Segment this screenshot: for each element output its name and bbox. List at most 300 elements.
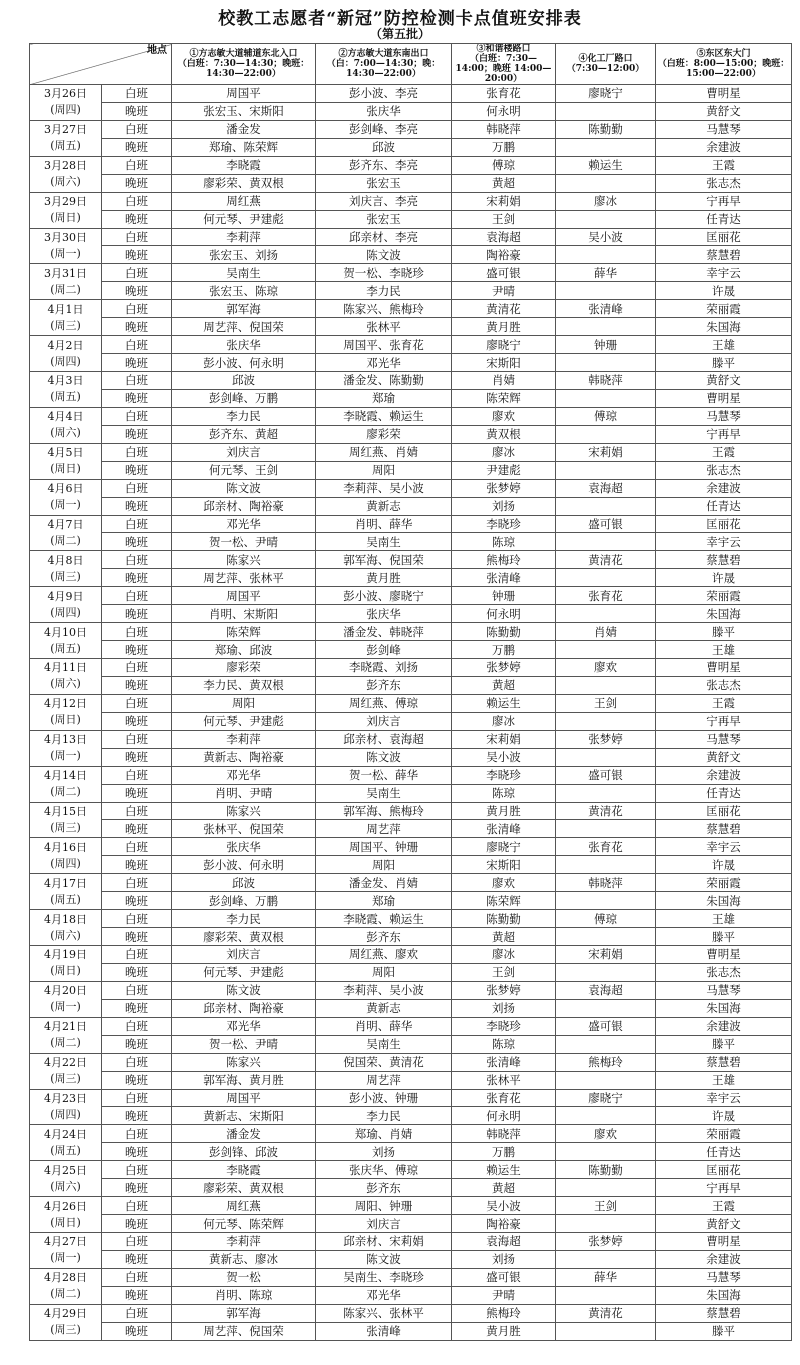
weekday-label: (周三) [50, 820, 81, 834]
weekday-label: (周六) [50, 426, 81, 440]
day-shift-row [30, 910, 792, 928]
weekday-label: (周一) [50, 749, 81, 763]
location-5-cell: 荣丽霞 [656, 1125, 792, 1143]
night-shift-row [30, 928, 792, 946]
night-shift-row [30, 533, 792, 551]
location-4-cell: 傅琼 [556, 910, 656, 928]
weekday-label: (周六) [50, 928, 81, 942]
night-shift-row [30, 318, 792, 336]
location-1-cell: 廖彩荣、黄双根 [172, 928, 316, 946]
date-cell [30, 479, 102, 515]
night-shift-row [30, 102, 792, 120]
weekday-label: (周六) [50, 1179, 81, 1193]
shift-label: 晚班 [102, 820, 172, 838]
shift-label: 白班 [102, 981, 172, 999]
location-hours: （白班：8:00—15:00；晚班：15:00—22:00） [657, 59, 790, 79]
day-shift-row [30, 515, 792, 533]
location-1-cell: 肖明、尹晴 [172, 784, 316, 802]
location-3-cell: 陈琼 [452, 784, 556, 802]
location-5-cell: 滕平 [656, 1322, 792, 1340]
location-1-cell: 邱波 [172, 874, 316, 892]
location-3-cell: 陈勤勤 [452, 910, 556, 928]
location-1-cell: 吴南生 [172, 264, 316, 282]
location-4-cell: 赖运生 [556, 156, 656, 174]
location-1-cell: 刘庆言 [172, 946, 316, 964]
location-4-cell [556, 138, 656, 156]
location-name: ③和谐楼路口 [476, 44, 531, 54]
location-5-cell: 许晟 [656, 282, 792, 300]
location-2-cell: 郭军海、倪国荣 [316, 551, 452, 569]
shift-label: 白班 [102, 407, 172, 425]
weekday-label: (周四) [50, 103, 81, 117]
location-5-cell: 余建波 [656, 479, 792, 497]
shift-label: 晚班 [102, 892, 172, 910]
location-4-cell [556, 318, 656, 336]
location-1-cell: 周国平 [172, 85, 316, 103]
location-2-cell: 彭齐东、李亮 [316, 156, 452, 174]
date-cell [30, 981, 102, 1017]
day-shift-row [30, 300, 792, 318]
location-2-cell: 彭小波、钟珊 [316, 1089, 452, 1107]
location-1-cell: 陈家兴 [172, 1053, 316, 1071]
location-1-cell: 张宏玉、陈琼 [172, 282, 316, 300]
shift-label: 晚班 [102, 174, 172, 192]
location-1-cell: 黄新志、陶裕豪 [172, 748, 316, 766]
location-5-cell: 曹明星 [656, 946, 792, 964]
location-2-cell: 邱亲材、袁海超 [316, 730, 452, 748]
location-2-cell: 吴南生、李晓珍 [316, 1268, 452, 1286]
location-4-cell [556, 1250, 656, 1268]
header-location-2 [316, 44, 452, 85]
date-label: 4月2日 [47, 338, 84, 352]
shift-label: 晚班 [102, 318, 172, 336]
location-5-cell: 荣丽霞 [656, 300, 792, 318]
location-2-cell: 张清峰 [316, 1322, 452, 1340]
date-label: 4月18日 [44, 912, 87, 926]
location-2-cell: 彭齐东 [316, 676, 452, 694]
location-1-cell: 肖明、陈琼 [172, 1286, 316, 1304]
weekday-label: (周三) [50, 318, 81, 332]
location-4-cell: 黄清花 [556, 802, 656, 820]
location-4-cell: 盛可银 [556, 515, 656, 533]
location-4-cell: 黄清花 [556, 1304, 656, 1322]
shift-label: 白班 [102, 479, 172, 497]
night-shift-row [30, 1143, 792, 1161]
location-1-cell: 黄新志、廖冰 [172, 1250, 316, 1268]
weekday-label: (周五) [50, 390, 81, 404]
location-4-cell [556, 246, 656, 264]
location-2-cell: 吴南生 [316, 784, 452, 802]
location-1-cell: 廖彩荣、黄双根 [172, 1179, 316, 1197]
location-1-cell: 张庆华 [172, 336, 316, 354]
date-cell [30, 551, 102, 587]
location-4-cell: 廖欢 [556, 659, 656, 677]
weekday-label: (周五) [50, 641, 81, 655]
shift-label: 晚班 [102, 246, 172, 264]
location-3-cell: 熊梅玲 [452, 551, 556, 569]
location-2-cell: 周艺萍 [316, 1071, 452, 1089]
location-5-cell: 幸宇云 [656, 264, 792, 282]
location-hours: （白：7:00—14:30；晚：14:30—22:00） [326, 59, 441, 79]
location-5-cell: 幸宇云 [656, 533, 792, 551]
location-3-cell: 万鹏 [452, 1143, 556, 1161]
location-2-cell: 周阳 [316, 963, 452, 981]
location-4-cell: 傅琼 [556, 407, 656, 425]
location-5-cell: 朱国海 [656, 1286, 792, 1304]
location-5-cell: 蔡慧碧 [656, 551, 792, 569]
date-cell [30, 1197, 102, 1233]
shift-label: 晚班 [102, 497, 172, 515]
location-4-cell: 盛可银 [556, 766, 656, 784]
shift-label: 白班 [102, 1017, 172, 1035]
weekday-label: (周二) [50, 1036, 81, 1050]
location-3-cell: 吴小波 [452, 1197, 556, 1215]
header-row [30, 44, 792, 85]
location-3-cell: 赖运生 [452, 694, 556, 712]
location-5-cell: 幸宇云 [656, 1089, 792, 1107]
location-3-cell: 黄月胜 [452, 1322, 556, 1340]
location-4-cell [556, 748, 656, 766]
date-cell [30, 372, 102, 408]
location-5-cell: 蔡慧碧 [656, 820, 792, 838]
location-5-cell: 黄舒文 [656, 102, 792, 120]
location-5-cell: 朱国海 [656, 605, 792, 623]
location-4-cell [556, 569, 656, 587]
location-5-cell: 曹明星 [656, 85, 792, 103]
location-4-cell [556, 928, 656, 946]
location-3-cell: 李晓珍 [452, 515, 556, 533]
location-1-cell: 陈家兴 [172, 802, 316, 820]
shift-label: 晚班 [102, 1035, 172, 1053]
location-2-cell: 吴南生 [316, 1035, 452, 1053]
location-2-cell: 黄新志 [316, 497, 452, 515]
location-4-cell: 王剑 [556, 1197, 656, 1215]
location-2-cell: 潘金发、韩晓萍 [316, 623, 452, 641]
location-1-cell: 何元琴、王剑 [172, 461, 316, 479]
location-3-cell: 赖运生 [452, 1161, 556, 1179]
location-4-cell [556, 712, 656, 730]
date-label: 4月23日 [44, 1091, 87, 1105]
date-cell [30, 874, 102, 910]
shift-label: 白班 [102, 730, 172, 748]
location-3-cell: 廖晓宁 [452, 336, 556, 354]
night-shift-row [30, 748, 792, 766]
day-shift-row [30, 443, 792, 461]
location-2-cell: 李晓霞、刘扬 [316, 659, 452, 677]
date-cell [30, 802, 102, 838]
date-cell [30, 1233, 102, 1269]
location-4-cell [556, 461, 656, 479]
location-5-cell: 蔡慧碧 [656, 246, 792, 264]
shift-label: 白班 [102, 443, 172, 461]
location-4-cell [556, 425, 656, 443]
shift-label: 白班 [102, 264, 172, 282]
night-shift-row [30, 282, 792, 300]
shift-label: 白班 [102, 1197, 172, 1215]
shift-label: 白班 [102, 300, 172, 318]
location-3-cell: 李晓珍 [452, 1017, 556, 1035]
location-2-cell: 郑瑜、肖婧 [316, 1125, 452, 1143]
location-3-cell: 尹建彪 [452, 461, 556, 479]
location-2-cell: 倪国荣、黄清花 [316, 1053, 452, 1071]
weekday-label: (周一) [50, 246, 81, 260]
location-5-cell: 张志杰 [656, 174, 792, 192]
location-5-cell: 匡丽花 [656, 802, 792, 820]
header-location-5 [656, 44, 792, 85]
shift-label: 晚班 [102, 748, 172, 766]
shift-label: 白班 [102, 1233, 172, 1251]
location-3-cell: 盛可银 [452, 1268, 556, 1286]
day-shift-row [30, 551, 792, 569]
location-4-cell [556, 533, 656, 551]
location-2-cell: 张宏玉 [316, 174, 452, 192]
header-location-1 [172, 44, 316, 85]
weekday-label: (周三) [50, 1323, 81, 1337]
shift-label: 晚班 [102, 569, 172, 587]
date-cell [30, 694, 102, 730]
location-2-cell: 吴南生 [316, 533, 452, 551]
weekday-label: (周日) [50, 713, 81, 727]
location-2-cell: 邓光华 [316, 1286, 452, 1304]
day-shift-row [30, 228, 792, 246]
date-label: 4月26日 [44, 1199, 87, 1213]
location-1-cell: 彭齐东、黄超 [172, 425, 316, 443]
shift-label: 晚班 [102, 102, 172, 120]
weekday-label: (周日) [50, 211, 81, 225]
location-1-cell: 贺一松、尹晴 [172, 1035, 316, 1053]
location-4-cell: 肖婧 [556, 623, 656, 641]
location-1-cell: 郭军海、黄月胜 [172, 1071, 316, 1089]
location-3-cell: 张清峰 [452, 820, 556, 838]
location-1-cell: 肖明、宋斯阳 [172, 605, 316, 623]
location-1-cell: 贺一松、尹晴 [172, 533, 316, 551]
location-1-cell: 周艺萍、张林平 [172, 569, 316, 587]
location-5-cell: 宁再早 [656, 1179, 792, 1197]
location-4-cell [556, 784, 656, 802]
date-cell [30, 1017, 102, 1053]
location-1-cell: 郑瑜、陈荣辉 [172, 138, 316, 156]
location-2-cell: 周红燕、廖欢 [316, 946, 452, 964]
location-hours: （白班：7:30—14:30；晚班：14:30—22:00） [177, 59, 310, 79]
night-shift-row [30, 1035, 792, 1053]
location-5-cell: 王霞 [656, 443, 792, 461]
night-shift-row [30, 999, 792, 1017]
location-1-cell: 周国平 [172, 587, 316, 605]
date-cell [30, 336, 102, 372]
location-1-cell: 陈荣辉 [172, 623, 316, 641]
location-4-cell: 袁海超 [556, 479, 656, 497]
date-cell [30, 192, 102, 228]
location-3-cell: 韩晓萍 [452, 1125, 556, 1143]
location-1-cell: 陈家兴 [172, 551, 316, 569]
date-label: 3月29日 [44, 195, 87, 209]
date-label: 4月3日 [47, 374, 84, 388]
day-shift-row [30, 1161, 792, 1179]
location-hours: （7:30—12:00） [566, 64, 645, 74]
location-4-cell: 张梦婷 [556, 1233, 656, 1251]
date-label: 4月19日 [44, 948, 87, 962]
location-1-cell: 邱波 [172, 372, 316, 390]
date-label: 4月25日 [44, 1163, 87, 1177]
day-shift-row [30, 874, 792, 892]
location-2-cell: 郭军海、熊梅玲 [316, 802, 452, 820]
location-4-cell [556, 963, 656, 981]
location-3-cell: 王剑 [452, 963, 556, 981]
location-5-cell: 黄舒文 [656, 372, 792, 390]
location-4-cell: 薛华 [556, 1268, 656, 1286]
location-4-cell: 张育花 [556, 587, 656, 605]
location-name: ①方志敏大道辅道东北入口 [189, 49, 298, 59]
day-shift-row [30, 1017, 792, 1035]
weekday-label: (周日) [50, 462, 81, 476]
location-4-cell: 韩晓萍 [556, 372, 656, 390]
location-5-cell: 任青达 [656, 784, 792, 802]
location-1-cell: 潘金发 [172, 120, 316, 138]
location-5-cell: 黄舒文 [656, 1215, 792, 1233]
location-2-cell: 黄新志 [316, 999, 452, 1017]
location-5-cell: 马慧琴 [656, 981, 792, 999]
night-shift-row [30, 963, 792, 981]
weekday-label: (周日) [50, 1215, 81, 1229]
weekday-label: (周日) [50, 964, 81, 978]
location-1-cell: 张林平、倪国荣 [172, 820, 316, 838]
location-1-cell: 何元琴、尹建彪 [172, 210, 316, 228]
shift-label: 白班 [102, 910, 172, 928]
location-3-cell: 尹晴 [452, 1286, 556, 1304]
location-4-cell [556, 174, 656, 192]
weekday-label: (周二) [50, 282, 81, 296]
location-1-cell: 周红燕 [172, 1197, 316, 1215]
location-3-cell: 黄超 [452, 1179, 556, 1197]
location-3-cell: 廖晓宁 [452, 838, 556, 856]
location-2-cell: 李晓霞、赖运生 [316, 910, 452, 928]
location-5-cell: 许晟 [656, 1107, 792, 1125]
date-label: 4月12日 [44, 697, 87, 711]
location-5-cell: 滕平 [656, 928, 792, 946]
location-2-cell: 张庆华 [316, 605, 452, 623]
location-4-cell: 廖欢 [556, 1125, 656, 1143]
location-1-cell: 陈文波 [172, 479, 316, 497]
location-1-cell: 邱亲材、陶裕豪 [172, 497, 316, 515]
location-3-cell: 万鹏 [452, 138, 556, 156]
location-3-cell: 刘扬 [452, 1250, 556, 1268]
location-3-cell: 宋莉娟 [452, 730, 556, 748]
shift-label: 白班 [102, 1161, 172, 1179]
location-2-cell: 周红燕、傅琼 [316, 694, 452, 712]
location-2-cell: 张庆华 [316, 102, 452, 120]
location-3-cell: 王剑 [452, 210, 556, 228]
location-3-cell: 黄双根 [452, 425, 556, 443]
weekday-label: (周四) [50, 1107, 81, 1121]
location-3-cell: 熊梅玲 [452, 1304, 556, 1322]
day-shift-row [30, 1268, 792, 1286]
date-label: 4月8日 [47, 553, 84, 567]
location-2-cell: 贺一松、李晓珍 [316, 264, 452, 282]
date-label: 4月6日 [47, 482, 84, 496]
location-2-cell: 彭剑峰、李亮 [316, 120, 452, 138]
night-shift-row [30, 712, 792, 730]
location-5-cell: 张志杰 [656, 461, 792, 479]
location-1-cell: 刘庆言 [172, 443, 316, 461]
location-2-cell: 郑瑜 [316, 389, 452, 407]
shift-label: 白班 [102, 946, 172, 964]
location-1-cell: 贺一松 [172, 1268, 316, 1286]
location-2-cell: 黄月胜 [316, 569, 452, 587]
location-4-cell: 熊梅玲 [556, 1053, 656, 1071]
location-5-cell: 王雄 [656, 641, 792, 659]
location-1-cell: 周阳 [172, 694, 316, 712]
location-4-cell: 宋莉娟 [556, 443, 656, 461]
location-3-cell: 陶裕豪 [452, 246, 556, 264]
location-4-cell [556, 354, 656, 372]
date-label: 4月17日 [44, 876, 87, 890]
location-name: ⑤东区东大门 [696, 49, 751, 59]
location-1-cell: 周国平 [172, 1089, 316, 1107]
day-shift-row [30, 1197, 792, 1215]
location-1-cell: 李莉萍 [172, 1233, 316, 1251]
location-3-cell: 张清峰 [452, 1053, 556, 1071]
location-2-cell: 彭齐东 [316, 1179, 452, 1197]
location-2-cell: 彭齐东 [316, 928, 452, 946]
location-2-cell: 彭小波、廖晓宁 [316, 587, 452, 605]
location-1-cell: 张宏玉、宋斯阳 [172, 102, 316, 120]
location-5-cell: 余建波 [656, 138, 792, 156]
location-2-cell: 潘金发、肖婧 [316, 874, 452, 892]
date-label: 4月22日 [44, 1056, 87, 1070]
day-shift-row [30, 85, 792, 103]
location-4-cell: 陈勤勤 [556, 120, 656, 138]
shift-label: 白班 [102, 1053, 172, 1071]
location-1-cell: 陈文波 [172, 981, 316, 999]
location-2-cell: 李力民 [316, 1107, 452, 1125]
location-1-cell: 何元琴、尹建彪 [172, 712, 316, 730]
location-5-cell: 余建波 [656, 766, 792, 784]
location-3-cell: 黄月胜 [452, 318, 556, 336]
location-2-cell: 周红燕、肖婧 [316, 443, 452, 461]
location-1-cell: 邱亲材、陶裕豪 [172, 999, 316, 1017]
location-3-cell: 刘扬 [452, 497, 556, 515]
location-3-cell: 廖冰 [452, 443, 556, 461]
location-5-cell: 曹明星 [656, 389, 792, 407]
location-2-cell: 周阳、钟珊 [316, 1197, 452, 1215]
shift-label: 白班 [102, 659, 172, 677]
location-5-cell: 荣丽霞 [656, 874, 792, 892]
location-1-cell: 彭小波、何永明 [172, 354, 316, 372]
location-hours: （白班：7:30—14:00；晚班 14:00—20:00） [455, 54, 552, 84]
day-shift-row [30, 802, 792, 820]
day-shift-row [30, 694, 792, 712]
location-1-cell: 邓光华 [172, 515, 316, 533]
night-shift-row [30, 210, 792, 228]
location-5-cell: 曹明星 [656, 1233, 792, 1251]
location-4-cell: 吴小波 [556, 228, 656, 246]
shift-label: 晚班 [102, 856, 172, 874]
night-shift-row [30, 641, 792, 659]
date-cell [30, 623, 102, 659]
date-label: 3月30日 [44, 230, 87, 244]
shift-label: 晚班 [102, 1215, 172, 1233]
location-1-cell: 彭小波、何永明 [172, 856, 316, 874]
location-5-cell: 张志杰 [656, 676, 792, 694]
date-cell [30, 946, 102, 982]
location-3-cell: 张梦婷 [452, 659, 556, 677]
shift-label: 晚班 [102, 963, 172, 981]
night-shift-row [30, 1179, 792, 1197]
location-3-cell: 廖冰 [452, 946, 556, 964]
location-2-cell: 贺一松、薛华 [316, 766, 452, 784]
night-shift-row [30, 569, 792, 587]
location-1-cell: 黄新志、宋斯阳 [172, 1107, 316, 1125]
